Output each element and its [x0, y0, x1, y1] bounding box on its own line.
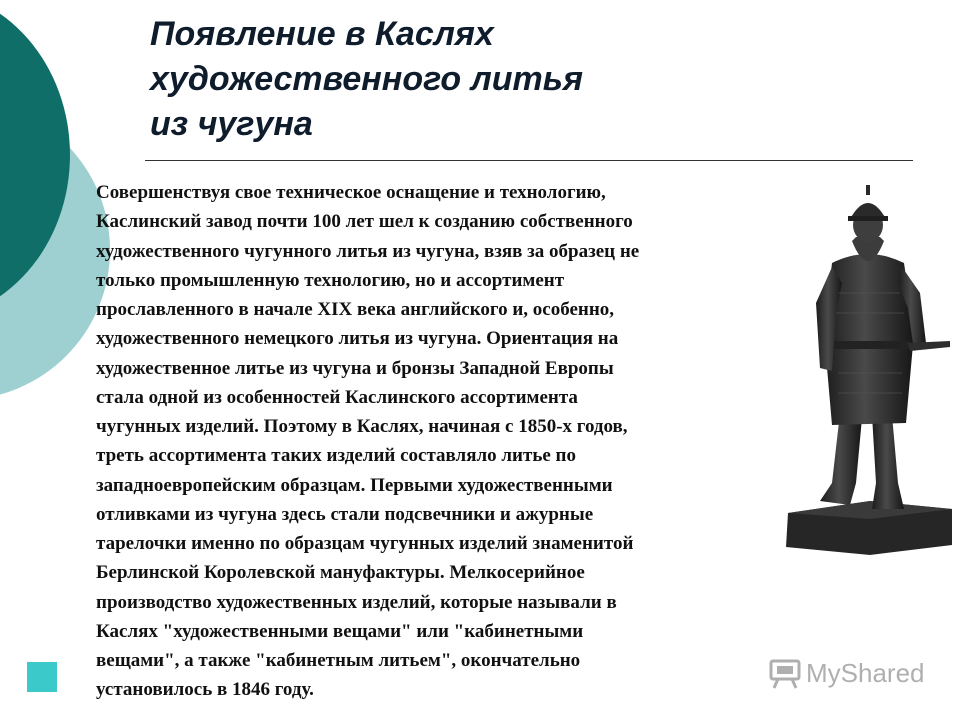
body-line: художественное литье из чугуна и бронзы Западной Европы — [96, 357, 614, 379]
decor-square — [27, 662, 57, 692]
slide-title-line: Появление в Каслях — [150, 15, 494, 53]
body-line: треть ассортимента таких изделий составляло литье по — [96, 445, 577, 467]
body-line: Каслях "художественными вещами" или "кабинетными — [96, 620, 584, 642]
body-line: установилось в 1846 году. — [96, 679, 314, 701]
warrior-statue-image — [780, 183, 955, 558]
slide-title-line: из чугуна — [150, 105, 313, 143]
body-line: Берлинской Королевской мануфактуры. Мелкосерийное — [96, 562, 585, 584]
body-line: чугунных изделий. Поэтому в Каслях, начиная с 1850-х годов, — [96, 416, 628, 437]
body-line: прославленного в начале XIX века английского и, особенно, — [96, 299, 615, 320]
title-divider — [145, 160, 913, 161]
body-line: вещами", а также "кабинетным литьем", окончательно — [96, 650, 581, 671]
body-line: художественного чугунного литья из чугуна, взяв за образец не — [96, 240, 640, 262]
watermark-text: MyShared — [806, 657, 925, 688]
body-line: только промышленную технологию, но и ассортимент — [96, 269, 565, 291]
body-line: Каслинский завод почти 100 лет шел к созданию собственного — [96, 211, 633, 233]
slide-body-text — [96, 178, 796, 705]
body-line: стала одной из особенностей Каслинского ассортимента — [96, 386, 578, 408]
body-line: производство художественных изделий, которые называли в — [96, 591, 617, 613]
body-line: тарелочки именно по образцам чугунных изделий знаменитой — [96, 533, 634, 554]
watermark — [768, 655, 928, 691]
slide-title-line: художественного литья — [150, 60, 583, 98]
body-line: Совершенствуя свое техническое оснащение и технологию, — [96, 182, 606, 203]
slide-title — [150, 12, 850, 147]
body-line: художественного немецкого литья из чугуна. Ориентация на — [96, 328, 619, 350]
presentation-board-icon — [768, 657, 802, 689]
body-line: западноевропейским образцам. Первыми художественными — [96, 474, 613, 496]
body-line: отливками из чугуна здесь стали подсвечники и ажурные — [96, 503, 594, 525]
